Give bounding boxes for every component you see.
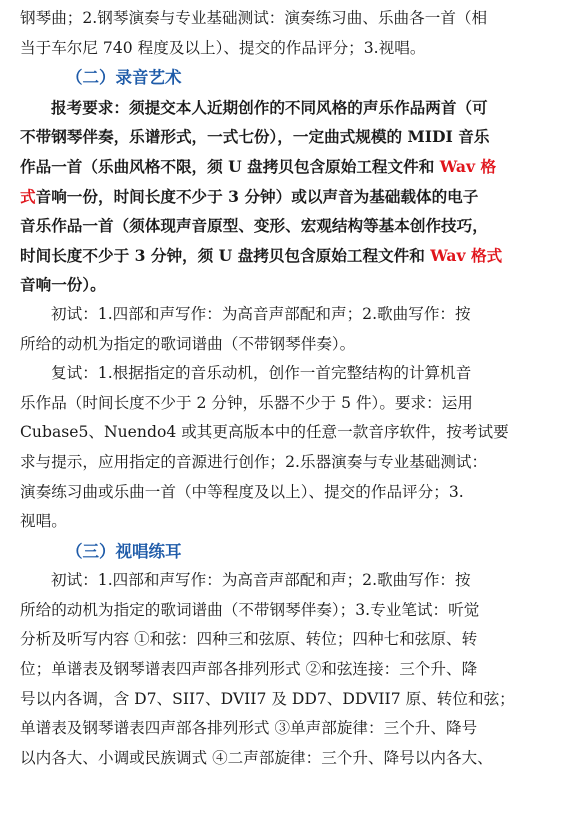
paragraph-line [20,418,560,448]
text-segment: 所给的动机为指定的歌词谱曲（不带钢琴伴奏）；3.专业笔试：听觉 [20,600,480,619]
paragraph-line [20,625,560,655]
paragraph-line [20,34,560,64]
paragraph-line [20,714,560,744]
paragraph-line [20,270,560,300]
paragraph-line [20,211,560,241]
section-heading [20,537,560,567]
text-segment: 以内各大、小调或民族调式 ④二声部旋律：三个升、降号以内各大、 [20,748,493,767]
paragraph-line [20,122,560,152]
text-segment: 号以内各调，含 D7、SII7、DVII7 及 DD7、DDVII7 原、转位和弦； [20,689,515,708]
text-segment: 乐作品（时间长度不少于 2 分钟，乐器不少于 5 件）。要求：运用 [20,393,473,412]
text-segment: 求与提示，应用指定的音源进行创作；2.乐器演奏与专业基础测试： [20,452,488,471]
paragraph-line [20,448,560,478]
text-segment: 演奏练习曲或乐曲一首（中等程度及以上）、提交的作品评分；3. [20,482,464,501]
text-segment: 分析及听写内容 ①和弦：四种三和弦原、转位；四种七和弦原、转 [20,630,478,649]
text-segment: 报考要求：须提交本人近期创作的不同风格的声乐作品两首（可 [51,97,488,117]
text-segment: 音乐作品一首（须体现声音原型、变形、宏观结构等基本创作技巧， [20,216,488,236]
highlighted-text: Wav 格式 [430,245,503,265]
text-segment: 初试：1.四部和声写作：为高音声部配和声；2.歌曲写作：按 [51,304,471,323]
paragraph-line [20,596,560,626]
text-segment: 音响一份）。 [20,275,106,295]
paragraph-line [20,182,560,212]
text-segment: 位；单谱表及钢琴谱表四声部各排列形式 ②和弦连接：三个升、降 [20,660,478,679]
text-segment: （三）视唱练耳 [66,541,182,561]
text-segment: 所给的动机为指定的歌词谱曲（不带钢琴伴奏）。 [20,334,356,353]
paragraph-first-line [20,359,560,389]
section-heading [20,63,560,93]
text-segment: （二）录音艺术 [66,68,182,88]
text-segment: 单谱表及钢琴谱表四声部各排列形式 ③单声部旋律：三个升、降号 [20,719,478,738]
paragraph-line [20,389,560,419]
paragraph-line [20,655,560,685]
text-segment: 视唱。 [20,512,67,531]
text-segment: 音响一份，时间长度不少于 3 分钟）或以声音为基础载体的电子 [35,186,479,206]
highlighted-text: 式 [20,186,36,206]
paragraph-line [20,241,560,271]
text-segment: 钢琴曲；2.钢琴演奏与专业基础测试：演奏练习曲、乐曲各一首（相 [20,9,488,27]
text-segment: 作品一首（乐曲风格不限，须 U 盘拷贝包含原始工程文件和 [20,156,440,176]
text-segment: 当于车尔尼 740 程度及以上）、提交的作品评分；3.视唱。 [20,38,426,57]
paragraph-line [20,685,560,715]
paragraph-line [20,478,560,508]
paragraph-line [20,330,560,360]
paragraph-line [20,507,560,537]
paragraph-first-line [20,300,560,330]
text-segment: 初试：1.四部和声写作：为高音声部配和声；2.歌曲写作：按 [51,571,471,590]
highlighted-text: Wav 格 [439,156,497,176]
paragraph-line [20,744,560,774]
text-segment: Cubase5、Nuendo4 或其更高版本中的任意一款音序软件，按考试要 [20,423,509,442]
text-segment: 时间长度不少于 3 分钟，须 U 盘拷贝包含原始工程文件和 [20,245,431,265]
paragraph-first-line [20,566,560,596]
paragraph-line [20,152,560,182]
paragraph-first-line [20,93,560,123]
paragraph-line [20,4,560,34]
text-segment: 不带钢琴伴奏，乐谱形式，一式七份），一定曲式规模的 MIDI 音乐 [20,127,490,147]
text-segment: 复试：1.根据指定的音乐动机，创作一首完整结构的计算机音 [51,364,472,383]
